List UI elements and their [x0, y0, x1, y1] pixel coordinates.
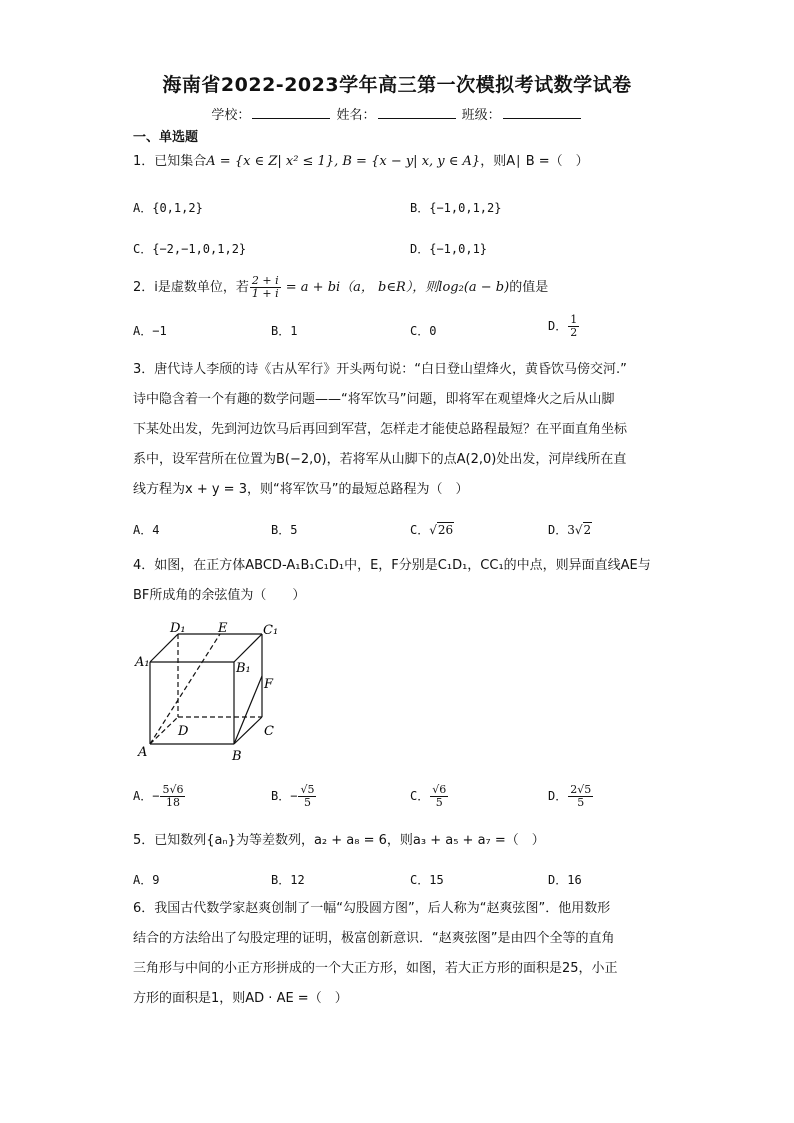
label-c1: C₁	[263, 623, 279, 638]
q5-option-a[interactable]: A．9	[133, 873, 160, 887]
label-d1: D₁	[170, 622, 186, 636]
edge-cb	[234, 717, 262, 744]
q2-fraction: $\frac{2 + i}{1 + i}$	[251, 274, 279, 300]
q6-line-1: 6．我国古代数学家赵爽创制了一幅“勾股圆方图”，后人称为“赵爽弦图”．他用数形	[133, 901, 611, 916]
school-blank[interactable]	[252, 106, 330, 119]
edge-b1c1	[234, 634, 262, 662]
name-blank[interactable]	[378, 106, 456, 119]
q1-sets: A = {x ∈ Z| x² ≤ 1}, B = {x − y| x, y ∈ A}	[206, 154, 481, 169]
label-a1: A₁	[135, 655, 150, 670]
question-1	[133, 152, 589, 172]
q6-line-2: 结合的方法给出了勾股定理的证明，极富创新意识．“赵爽弦图”是由四个全等的直角	[133, 931, 615, 946]
q2-stem: 2．i是虚数单位，若	[133, 280, 249, 295]
q2-option-c[interactable]: C．0	[410, 324, 437, 338]
question-5: 5．已知数列{aₙ}为等差数列，a₂ + a₈ = 6，则a₃ + a₅ + a₇ =（ ）	[133, 833, 545, 848]
q2-equation: = a + bi（a， b∈R），则	[281, 280, 439, 295]
q3-line-4: 系中，设军营所在位置为B(−2,0)，若将军从山脚下的点A(2,0)处出发，河岸线所在直	[133, 452, 627, 467]
label-e: E	[218, 622, 228, 636]
q3-option-a[interactable]: A．4	[133, 523, 160, 537]
student-info-line	[0, 104, 794, 123]
q2-option-d[interactable]: D． $\frac{1}{2}$	[548, 313, 578, 339]
q6-line-4: 方形的面积是1，则AD · AE =（ ）	[133, 991, 348, 1006]
name-label: 姓名：	[336, 108, 376, 123]
school-label: 学校：	[211, 108, 251, 123]
q2-log: log₂(a − b)	[438, 280, 510, 295]
class-label: 班级：	[461, 108, 501, 123]
edge-a1d1	[150, 634, 178, 662]
question-4	[133, 551, 663, 611]
q3-line-2: 诗中隐含着一个有趣的数学问题——“将军饮马”问题，即将军在观望烽火之后从山脚	[133, 392, 615, 407]
q6-line-3: 三角形与中间的小正方形拼成的一个大正方形，如图，若大正方形的面积是25，小正	[133, 961, 618, 976]
q2-option-b[interactable]: B．1	[271, 324, 298, 338]
q3-line-5: 线方程为x + y = 3，则“将军饮马”的最短总路程为（ ）	[133, 482, 469, 497]
q1-option-a[interactable]: A．{0,1,2}	[133, 201, 203, 215]
page-title: 海南省2022-2023学年高三第一次模拟考试数学试卷	[162, 74, 632, 96]
q1-option-c[interactable]: C．{−2,−1,0,1,2}	[133, 242, 247, 256]
q5-option-c[interactable]: C．15	[410, 873, 444, 887]
q3-option-b[interactable]: B．5	[271, 523, 298, 537]
q3-option-c[interactable]: C．√26	[410, 523, 454, 537]
cube-figure	[130, 622, 290, 767]
q5-option-d[interactable]: D．16	[548, 873, 582, 887]
q4-line-2: BF所成角的余弦值为（ ）	[133, 588, 306, 603]
question-2	[133, 272, 548, 304]
q1-option-d[interactable]: D．{−1,0,1}	[410, 242, 488, 256]
q3-line-3: 下某处出发，先到河边饮马后再回到军营，怎样走才能使总路程最短？在平面直角坐标	[133, 422, 628, 437]
q1-option-b[interactable]: B．{−1,0,1,2}	[410, 201, 502, 215]
q4-option-b[interactable]: B．− $\frac{√5}{5}$	[271, 783, 315, 809]
q3-option-d[interactable]: D．3√2	[548, 523, 592, 537]
label-a: A	[138, 745, 148, 760]
q5-option-b[interactable]: B．12	[271, 873, 305, 887]
q4-option-a[interactable]: A．− $\frac{5√6}{18}$	[133, 783, 184, 809]
q2-tail: 的值是	[509, 280, 549, 295]
question-6	[133, 894, 663, 1014]
q1-tail: ，则A∣ B =（ ）	[480, 154, 589, 169]
q1-stem: 1．已知集合	[133, 154, 207, 169]
label-b1: B₁	[236, 661, 251, 676]
segment-bf	[234, 676, 262, 744]
question-3	[133, 355, 663, 505]
section-heading: 一、单选题	[133, 130, 199, 145]
label-b: B	[232, 749, 242, 764]
q3-line-1: 3．唐代诗人李颀的诗《古从军行》开头两句说：“白日登山望烽火，黄昏饮马傍交河.”	[133, 362, 627, 377]
class-blank[interactable]	[503, 106, 581, 119]
label-d: D	[178, 724, 189, 739]
q4-line-1: 4．如图，在正方体ABCD-A₁B₁C₁D₁中，E，F分别是C₁D₁，CC₁的中点，则异面直线AE与	[133, 558, 651, 573]
q4-option-d[interactable]: D． $\frac{2√5}{5}$	[548, 783, 592, 809]
q4-option-c[interactable]: C． $\frac{√6}{5}$	[410, 783, 447, 809]
q2-option-a[interactable]: A．−1	[133, 324, 167, 338]
label-c: C	[264, 724, 274, 739]
label-f: F	[264, 677, 274, 692]
